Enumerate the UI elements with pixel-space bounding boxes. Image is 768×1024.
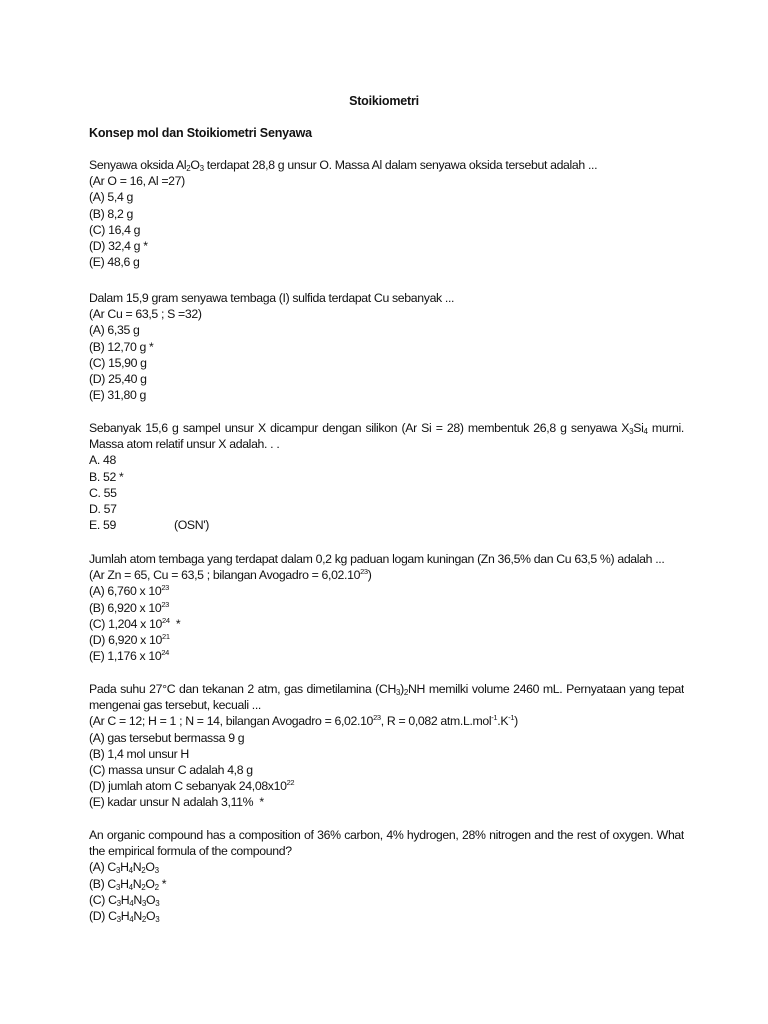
question-6 — [89, 827, 684, 924]
question-6-option-d: (D) $C_3H_4N_2O_3$ — [89, 908, 160, 924]
question-3-stem-line-1: Sebanyak 15,6 g sampel unsur X dicampur dengan silikon (Ar Si = 28) membentuk 26,8 g senyawa $X_3Si_4$ murni. — [89, 421, 684, 436]
question-2-option-a: (A) 6,35 g — [89, 323, 140, 338]
question-2-option-b: (B) 12,70 g * — [89, 339, 154, 354]
question-5-given: (Ar C = 12; H = 1 ; N = 14, bilangan Avogadro = $6,02.10^{23}$, R = 0,082 $atm.L.mol^{-1}.K^{-1}$) — [89, 713, 518, 729]
question-3-option-b: B. 52 * — [89, 469, 124, 484]
question-5-stem-line-2: mengenai gas tersebut, kecuali ... — [89, 698, 261, 713]
question-1-given: (Ar O = 16, Al =27) — [89, 174, 185, 189]
question-4-option-c: (C) 1,204 x $10^{24}$ * — [89, 615, 181, 631]
question-4-option-a: (A) 6,760 x $10^{23}$ — [89, 583, 169, 599]
question-5-option-a: (A) gas tersebut bermassa 9 g — [89, 730, 245, 745]
question-1-option-b: (B) 8,2 g — [89, 206, 134, 221]
question-5-option-d: (D) jumlah atom C sebanyak $24,08x10^{22}$ — [89, 778, 295, 794]
question-4-option-e: (E) 1,176 x $10^{24}$ — [89, 648, 169, 664]
question-4-given: (Ar Zn = 65, Cu = 63,5 ; bilangan Avogadro = $6,02.10^{23}$) — [89, 567, 372, 583]
question-4-option-d: (D) 6,920 x $10^{21}$ — [89, 631, 170, 647]
page-title: Stoikiometri — [349, 94, 419, 108]
question-6-stem-line-1: An organic compound has a composition of 36% carbon, 4% hydrogen, 28% nitrogen and the rest of oxygen. What — [89, 828, 684, 842]
question-4-option-b: (B) 6,920 x $10^{23}$ — [89, 599, 169, 615]
question-5-stem-line-1: Pada suhu 27°C dan tekanan 2 atm, gas dimetilamina $(CH_3)_2NH$ memilki volume 2460 mL. Pernyataan yang tepat — [89, 682, 684, 697]
question-5-option-b: (B) 1,4 mol unsur H — [89, 746, 189, 761]
question-3-option-a: A. 48 — [89, 453, 116, 468]
question-6-option-a: (A) $C_3H_4N_2O_3$ — [89, 860, 159, 876]
question-3 — [89, 420, 684, 533]
question-5-option-e: (E) kadar unsur N adalah 3,11% * — [89, 795, 264, 810]
question-1 — [89, 157, 684, 270]
question-4 — [89, 551, 684, 664]
question-1-option-a: (A) 5,4 g — [89, 190, 134, 205]
question-1-option-d: (D) 32,4 g * — [89, 238, 148, 253]
question-3-stem-line-2: Massa atom relatif unsur X adalah. . . — [89, 437, 280, 452]
question-2 — [89, 290, 684, 403]
section-heading: Konsep mol dan Stoikiometri Senyawa — [89, 126, 312, 140]
question-5 — [89, 681, 684, 811]
question-6-stem-line-2: the empirical formula of the compound? — [89, 844, 292, 859]
question-1-stem: Senyawa oksida $Al_2O_3$ terdapat 28,8 g unsur O. Massa Al dalam senyawa oksida tersebut adalah ... — [89, 158, 598, 173]
question-2-given: (Ar Cu = 63,5 ; S =32) — [89, 307, 202, 322]
question-2-option-d: (D) 25,40 g — [89, 371, 147, 386]
question-1-option-c: (C) 16,4 g — [89, 222, 141, 237]
question-6-option-c: (C) $C_3H_4N_3O_3$ — [89, 892, 160, 908]
question-3-option-e: E. 59 (OSN') — [89, 518, 210, 533]
question-2-option-e: (E) 31,80 g — [89, 388, 146, 403]
question-3-source: (OSN') — [173, 518, 210, 533]
question-5-option-c: (C) massa unsur C adalah 4,8 g — [89, 762, 253, 777]
question-3-option-c: C. 55 — [89, 485, 117, 500]
question-4-stem: Jumlah atom tembaga yang terdapat dalam 0,2 kg paduan logam kuningan (Zn 36,5% dan Cu 63,5 %) adalah ... — [89, 552, 665, 566]
question-6-option-b: (B) $C_3H_4N_2O_2$ * — [89, 876, 167, 892]
question-2-stem: Dalam 15,9 gram senyawa tembaga (I) sulfida terdapat Cu sebanyak ... — [89, 291, 455, 305]
question-3-option-d: D. 57 — [89, 501, 117, 516]
question-2-option-c: (C) 15,90 g — [89, 355, 147, 370]
question-1-option-e: (E) 48,6 g — [89, 255, 140, 270]
